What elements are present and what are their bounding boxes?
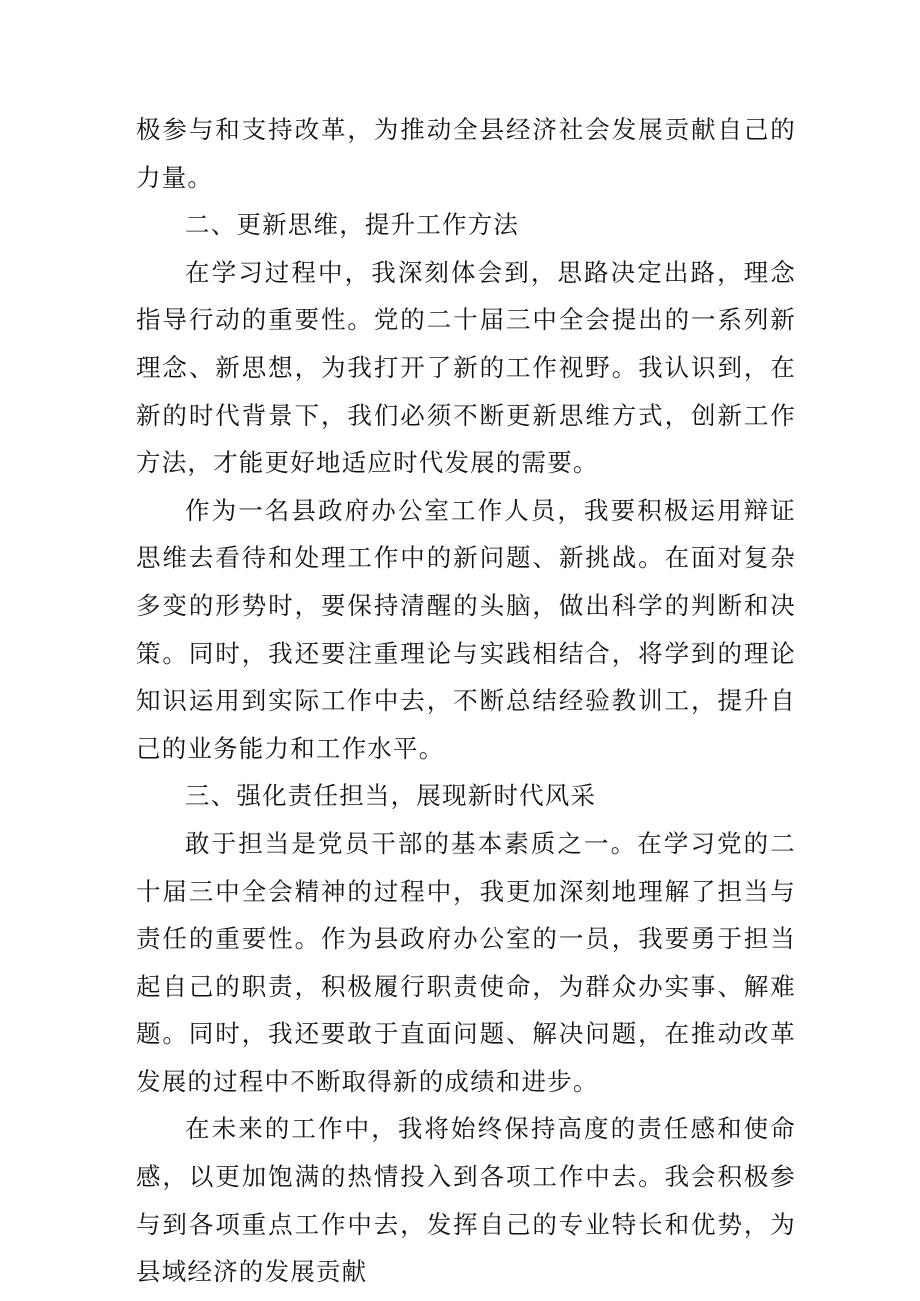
section-heading-two: 二、更新思维，提升工作方法 (185, 210, 520, 240)
section-heading-three: 三、强化责任担当，展现新时代风采 (185, 781, 597, 811)
paragraph: 在未来的工作中，我将始终保持高度的责任感和使命感，以更加饱满的热情投入到各项工作中去。我会积极参与到各项重点工作中去，发挥自己的专业特长和优势，为县域经济的发展贡献 (136, 1114, 796, 1287)
paragraph: 敢于担当是党员干部的基本素质之一。在学习党的二十届三中全会精神的过程中，我更加深刻地理解了担当与责任的重要性。作为县政府办公室的一员，我要勇于担当起自己的职责，积极履行职责使命，为群众办实事、解难题。同时，我还要敢于直面问题、解决问题，在推动改革发展的过程中不断取得新的成绩和进步。 (136, 828, 796, 1096)
paragraph: 在学习过程中，我深刻体会到，思路决定出路，理念指导行动的重要性。党的二十届三中全会提出的一系列新理念、新思想，为我打开了新的工作视野。我认识到，在新的时代背景下，我们必须不断更新思维方式，创新工作方法，才能更好地适应时代发展的需要。 (136, 257, 796, 478)
paragraph: 作为一名县政府办公室工作人员，我要积极运用辩证思维去看待和处理工作中的新问题、新挑战。在面对复杂多变的形势时，要保持清醒的头脑，做出科学的判断和决策。同时，我还要注重理论与实践相结合，将学到的理论知识运用到实际工作中去，不断总结经验教训工，提升自己的业务能力和工作水平。 (136, 495, 796, 763)
paragraph-continuation: 极参与和支持改革，为推动全县经济社会发展贡献自己的力量。 (136, 115, 796, 192)
document-body (136, 106, 796, 1296)
